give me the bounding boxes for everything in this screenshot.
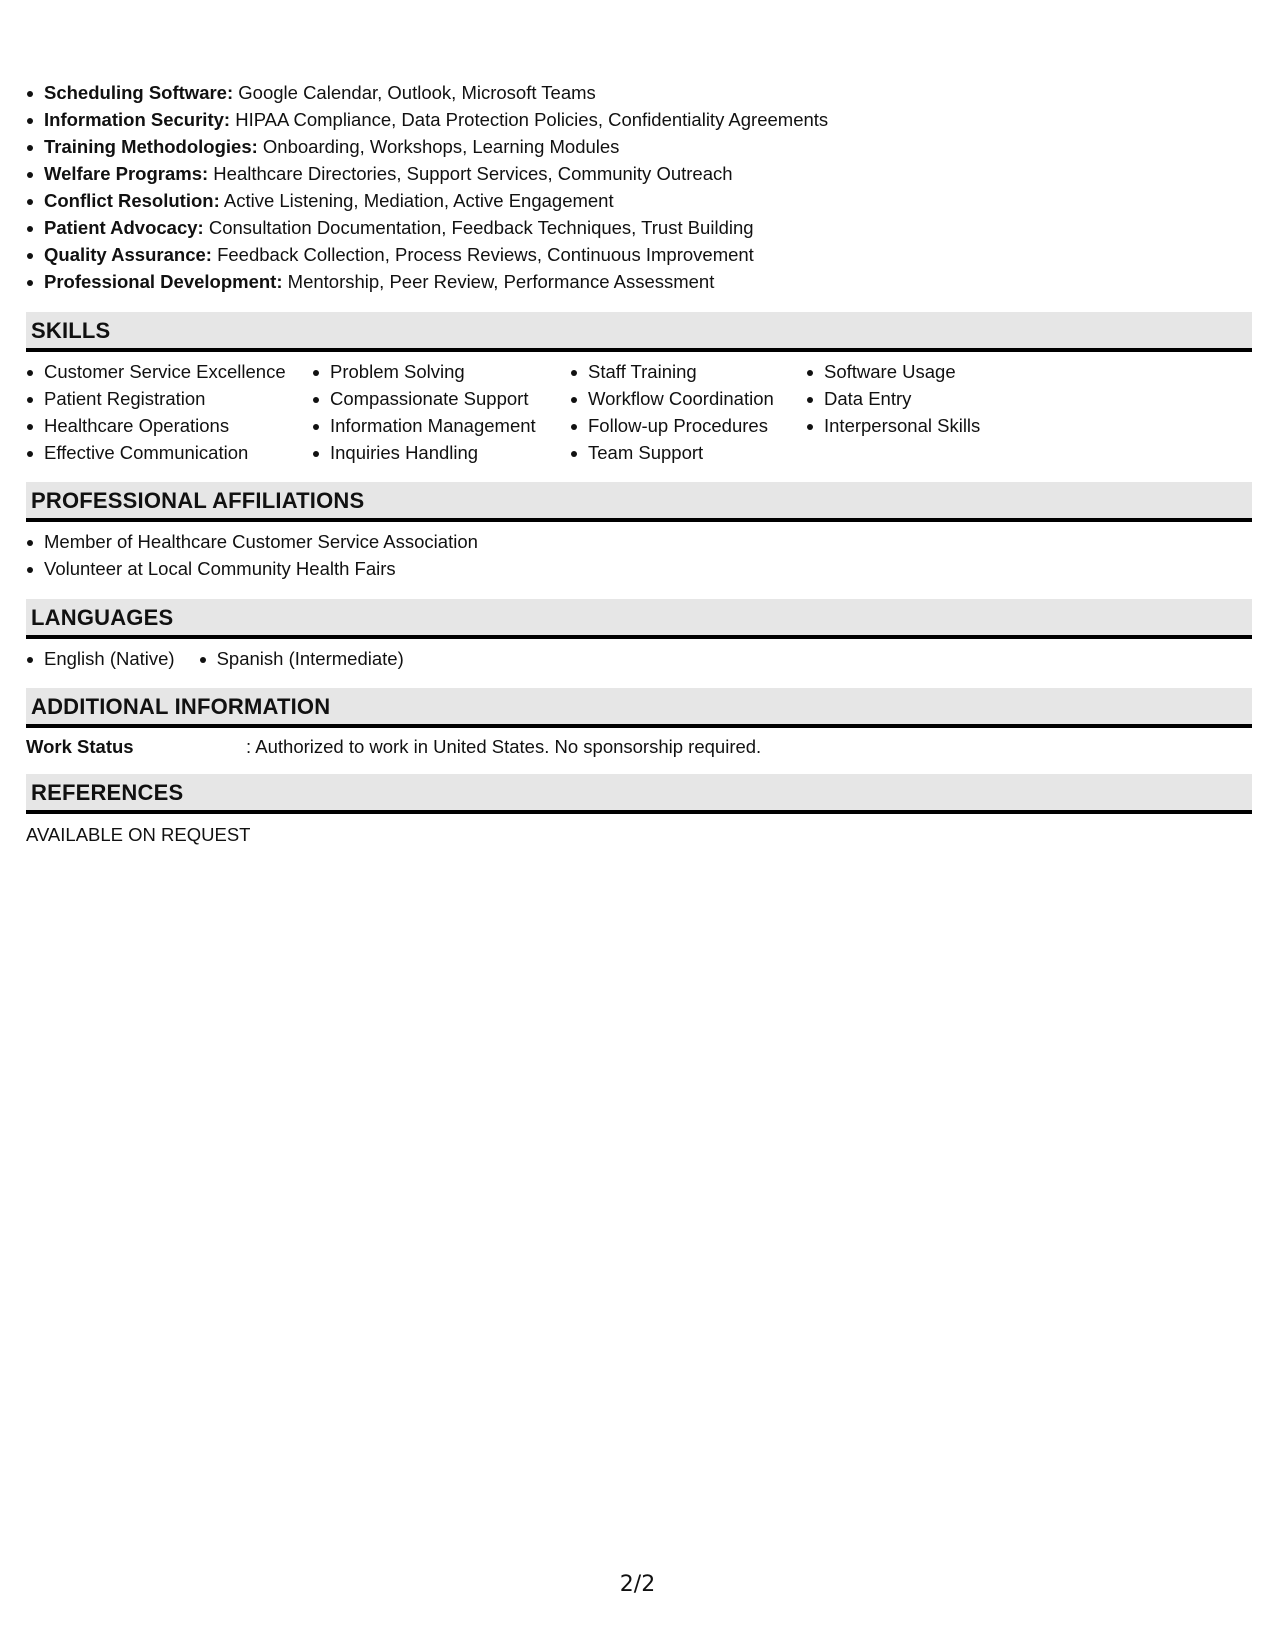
skill-item: Data Entry bbox=[806, 385, 980, 412]
detail-label: Professional Development: bbox=[44, 271, 283, 292]
skill-item: Follow-up Procedures bbox=[570, 412, 774, 439]
languages-section-header bbox=[26, 599, 1252, 639]
section-title: ADDITIONAL INFORMATION bbox=[31, 694, 331, 719]
list-item bbox=[26, 79, 828, 106]
detail-label: Information Security: bbox=[44, 109, 231, 130]
list-item bbox=[26, 214, 828, 241]
detail-label: Conflict Resolution: bbox=[44, 190, 220, 211]
detail-value: Active Listening, Mediation, Active Engagement bbox=[219, 190, 614, 211]
detail-value: Feedback Collection, Process Reviews, Continuous Improvement bbox=[211, 244, 754, 265]
languages-list bbox=[26, 645, 428, 672]
skill-item: Customer Service Excellence bbox=[26, 358, 286, 385]
affiliation-item: Volunteer at Local Community Health Fairs bbox=[26, 555, 478, 582]
list-item bbox=[26, 241, 828, 268]
detail-value: Consultation Documentation, Feedback Techniques, Trust Building bbox=[203, 217, 754, 238]
list-item bbox=[26, 187, 828, 214]
detail-label: Patient Advocacy: bbox=[44, 217, 204, 238]
skill-item: Problem Solving bbox=[312, 358, 536, 385]
page-number: 2/2 bbox=[619, 1572, 656, 1597]
references-section-header bbox=[26, 774, 1252, 814]
skill-item: Inquiries Handling bbox=[312, 439, 536, 466]
work-status-row bbox=[26, 733, 926, 760]
work-status-label: Work Status bbox=[26, 736, 134, 757]
affiliations-section-header bbox=[26, 482, 1252, 522]
skills-column-2 bbox=[312, 358, 536, 466]
skill-item: Compassionate Support bbox=[312, 385, 536, 412]
affiliation-item: Member of Healthcare Customer Service Association bbox=[26, 528, 478, 555]
skill-item: Interpersonal Skills bbox=[806, 412, 980, 439]
list-item bbox=[26, 160, 828, 187]
skill-item: Patient Registration bbox=[26, 385, 286, 412]
skill-item: Effective Communication bbox=[26, 439, 286, 466]
skill-item: Software Usage bbox=[806, 358, 980, 385]
additional-info-section-header bbox=[26, 688, 1252, 728]
detail-label: Welfare Programs: bbox=[44, 163, 209, 184]
technical-details-list bbox=[26, 79, 828, 295]
section-title: SKILLS bbox=[31, 318, 111, 343]
skill-item: Workflow Coordination bbox=[570, 385, 774, 412]
detail-label: Scheduling Software: bbox=[44, 82, 234, 103]
skill-item: Team Support bbox=[570, 439, 774, 466]
detail-value: Mentorship, Peer Review, Performance Assessment bbox=[282, 271, 715, 292]
language-item: Spanish (Intermediate) bbox=[199, 645, 404, 672]
detail-value: Onboarding, Workshops, Learning Modules bbox=[257, 136, 620, 157]
skill-item: Information Management bbox=[312, 412, 536, 439]
detail-label: Quality Assurance: bbox=[44, 244, 212, 265]
section-title: LANGUAGES bbox=[31, 605, 174, 630]
language-item: English (Native) bbox=[26, 645, 175, 672]
skill-item: Staff Training bbox=[570, 358, 774, 385]
section-title: REFERENCES bbox=[31, 780, 184, 805]
detail-label: Training Methodologies: bbox=[44, 136, 258, 157]
list-item bbox=[26, 268, 828, 295]
skills-section-header bbox=[26, 312, 1252, 352]
work-status-value: : Authorized to work in United States. No sponsorship required. bbox=[246, 736, 762, 757]
section-title: PROFESSIONAL AFFILIATIONS bbox=[31, 488, 365, 513]
detail-value: Google Calendar, Outlook, Microsoft Teams bbox=[233, 82, 596, 103]
detail-value: Healthcare Directories, Support Services, Community Outreach bbox=[208, 163, 733, 184]
references-text: AVAILABLE ON REQUEST bbox=[26, 824, 251, 845]
skills-column-4 bbox=[806, 358, 980, 439]
skill-item: Healthcare Operations bbox=[26, 412, 286, 439]
list-item bbox=[26, 106, 828, 133]
skills-column-3 bbox=[570, 358, 774, 466]
detail-value: HIPAA Compliance, Data Protection Policies, Confidentiality Agreements bbox=[230, 109, 829, 130]
affiliations-list bbox=[26, 528, 478, 582]
list-item bbox=[26, 133, 828, 160]
skills-column-1 bbox=[26, 358, 286, 466]
